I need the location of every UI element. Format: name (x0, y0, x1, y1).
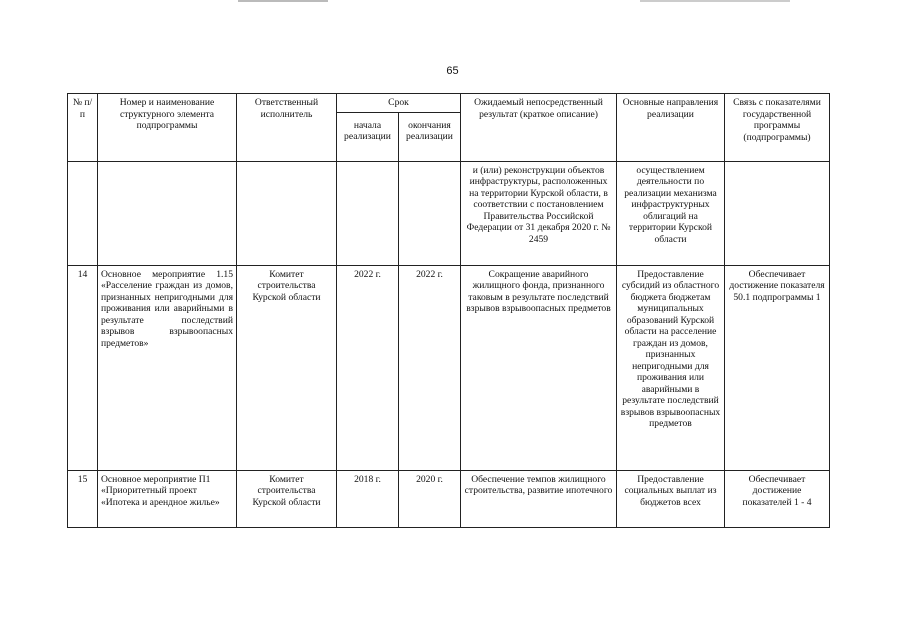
cell-result: Обеспечение темпов жилищного строительства, развитие ипотечного (461, 470, 617, 527)
header-directions: Основные направления реализации (617, 94, 725, 162)
cell-link: Обеспечивает достижение показателя 50.1 подпрограммы 1 (725, 265, 830, 470)
cell-start: 2018 г. (337, 470, 399, 527)
cell-executor: Комитет строительства Курской области (237, 470, 337, 527)
table-row (68, 265, 830, 470)
page-number: 65 (446, 65, 459, 77)
cell-element: Основное мероприятие П1 «Приоритетный проект «Ипотека и арендное жилье» (98, 470, 237, 527)
cell-num: 14 (68, 265, 98, 470)
cell-directions: Предоставление социальных выплат из бюджетов всех (617, 470, 725, 527)
cell-executor: Комитет строительства Курской области (237, 265, 337, 470)
header-term-end: окончания реализации (399, 112, 461, 161)
scan-edge-mark (238, 0, 328, 2)
cell-result: Сокращение аварийного жилищного фонда, признанного таковым в результате последствий взрывов взрывоопасных предметов (461, 265, 617, 470)
table-row (68, 161, 830, 265)
header-executor: Ответственный исполнитель (237, 94, 337, 162)
cell-directions: Предоставление субсидий из областного бюджета бюджетам муниципальных образований Курской области на расселение граждан из домов, признанных непригодными для проживания или аварийными в результате последствий взрывов взрывоопасных предметов (617, 265, 725, 470)
cell-directions: осуществлением деятельности по реализации механизма инфраструктурных облигаций на территории Курской области (617, 161, 725, 265)
cell-end: 2022 г. (399, 265, 461, 470)
cell-element: Основное мероприятие 1.15 «Расселение граждан из домов, признанных непригодными для проживания или аварийными в результате последствий взрывов взрывоопасных предметов» (98, 265, 237, 470)
header-num: № п/п (68, 94, 98, 162)
cell-start: 2022 г. (337, 265, 399, 470)
header-result: Ожидаемый непосредственный результат (краткое описание) (461, 94, 617, 162)
cell-link (725, 161, 830, 265)
header-row (68, 94, 830, 113)
cell-end (399, 161, 461, 265)
scan-edge-mark (640, 0, 790, 2)
header-term-start: начала реализации (337, 112, 399, 161)
cell-link: Обеспечивает достижение показателей 1 - 4 (725, 470, 830, 527)
cell-num: 15 (68, 470, 98, 527)
table-row (68, 470, 830, 527)
cell-end: 2020 г. (399, 470, 461, 527)
cell-element (98, 161, 237, 265)
header-element: Номер и наименование структурного элемента подпрограммы (98, 94, 237, 162)
program-table (67, 93, 830, 528)
header-term: Срок (337, 94, 461, 113)
cell-executor (237, 161, 337, 265)
cell-result: и (или) реконструкции объектов инфраструктуры, расположенных на территории Курской области, в соответствии с постановлением Правительства Российской Федерации от 31 декабря 2020 г. № 2459 (461, 161, 617, 265)
header-link: Связь с показателями государственной программы (подпрограммы) (725, 94, 830, 162)
cell-start (337, 161, 399, 265)
cell-num (68, 161, 98, 265)
